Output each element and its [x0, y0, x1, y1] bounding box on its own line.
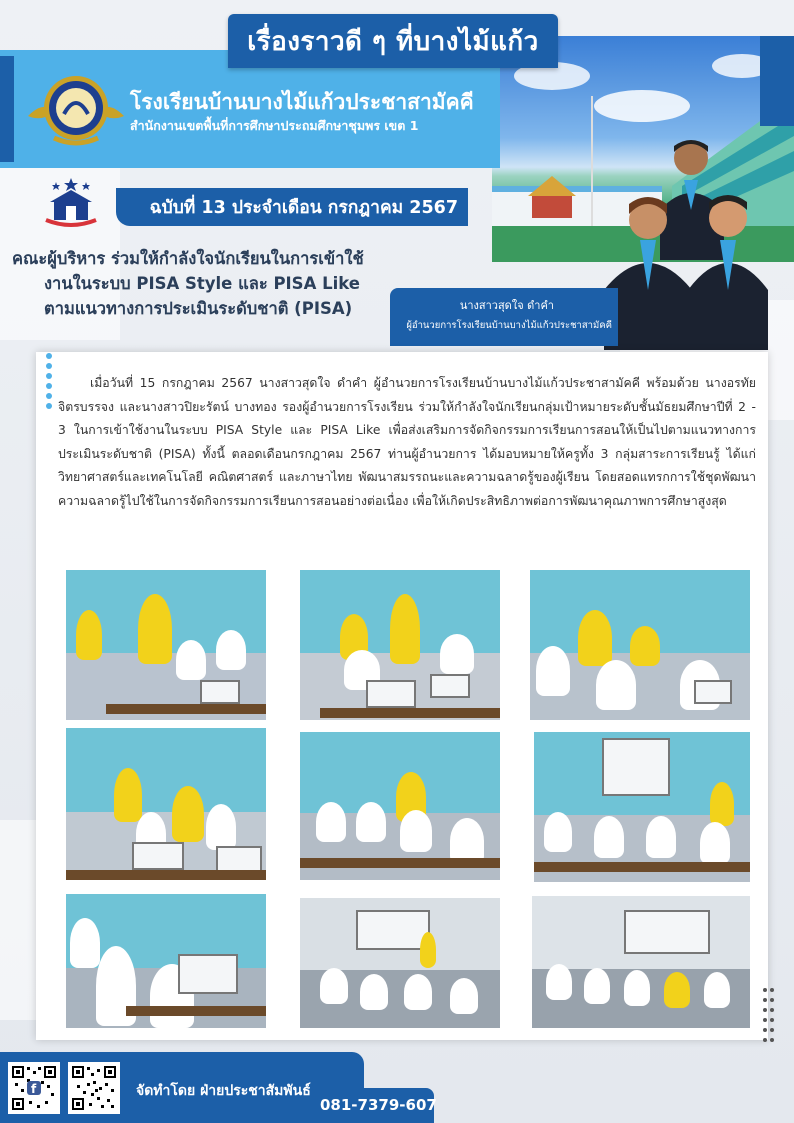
classroom-photo — [300, 570, 500, 720]
director-name: นางสาวสุดใจ ดำคำ — [459, 299, 554, 312]
article-headline — [12, 246, 432, 321]
classroom-photo — [534, 732, 750, 882]
school-emblem-logo — [24, 70, 128, 150]
website-qr-code — [68, 1062, 120, 1114]
classroom-photo — [530, 570, 750, 720]
facebook-qr-code — [8, 1062, 60, 1114]
classroom-photo — [66, 570, 266, 720]
photo-gallery — [66, 570, 750, 1028]
footer-credit: จัดทำโดย ฝ่ายประชาสัมพันธ์ — [136, 1083, 311, 1099]
classroom-photo — [66, 728, 266, 880]
issue-number: ฉบับที่ 13 ประจำเดือน กรกฎาคม 2567 — [149, 198, 458, 218]
classroom-photo — [66, 894, 266, 1028]
headline-line: งานในระบบ PISA Style และ PISA Like — [44, 274, 360, 293]
decorative-corner — [760, 36, 794, 126]
director-caption — [390, 288, 618, 346]
classroom-photo — [532, 896, 750, 1028]
issue-banner — [116, 188, 468, 226]
headline-line: ตามแนวทางการประเมินระดับชาติ (PISA) — [44, 299, 353, 318]
director-role: ผู้อำนวยการโรงเรียนบ้านบางไม้แก้วประชาสามัคคี — [406, 320, 612, 331]
article-body: เมื่อวันที่ 15 กรกฎาคม 2567 นางสาวสุดใจ ดำคำ ผู้อำนวยการโรงเรียนบ้านบางไม้แก้วประชาสามัคคี พร้อมด้วย นางอรทัย จิตรบรรจง และนางสาวปิยะรัตน์ บางทอง รองผู้อำนวยการโรงเรียน ร่วมให้กำลังใจนักเรียนกลุ่มเป้าหมายระดับชั้นมัธยมศึกษาปีที่ 2 - 3 ในการเข้าใช้งานในระบบ PISA Style และ PISA Like เพื่อส่งเสริมการจัดกิจกรรมการเรียนการสอนให้เป็นไปตามแนวทางการประเมินระดับชาติ (PISA) ทั้งนี้ ตลอดเดือนกรกฎาคม 2567 ท่านผู้อำนวยการ ได้มอบหมายให้ครูทั้ง 3 กลุ่มสาระการเรียนรู้ ได้แก่ วิทยาศาสตร์และเทคโนโลยี คณิตศาสตร์ และภาษาไทย พัฒนาสมรรถนะและความฉลาดรู้ของผู้เรียน โดยสอดแทรกการใช้ชุดพัฒนาความฉลาดรู้ไปใช้ในการจัดกิจกรรมการเรียนการสอนอย่างต่อเนื่อง เพื่อให้เกิดประสิทธิภาพต่อการพัฒนาคุณภาพการศึกษาสูงสุด — [58, 376, 756, 508]
administrators-photo — [596, 140, 768, 350]
classroom-photo — [300, 898, 500, 1028]
footer-phone: 081-7379-607 — [320, 1096, 437, 1114]
svg-text:f: f — [31, 1082, 37, 1096]
school-quality-logo — [38, 176, 104, 230]
headline-line: คณะผู้บริหาร ร่วมให้กำลังใจนักเรียนในการเข้าใช้ — [12, 249, 364, 268]
header-accent — [0, 56, 14, 162]
newsletter-title: เรื่องราวดี ๆ ที่บางไม้แก้ว — [247, 26, 539, 57]
education-office-name: สำนักงานเขตพื้นที่การศึกษาประถมศึกษาชุมพร เขต 1 — [130, 118, 419, 133]
school-name: โรงเรียนบ้านบางไม้แก้วประชาสามัคคี — [130, 90, 474, 114]
classroom-photo — [300, 732, 500, 880]
decorative-dots — [42, 352, 56, 416]
decorative-dots — [762, 986, 776, 1044]
newsletter-title-banner — [228, 14, 558, 68]
